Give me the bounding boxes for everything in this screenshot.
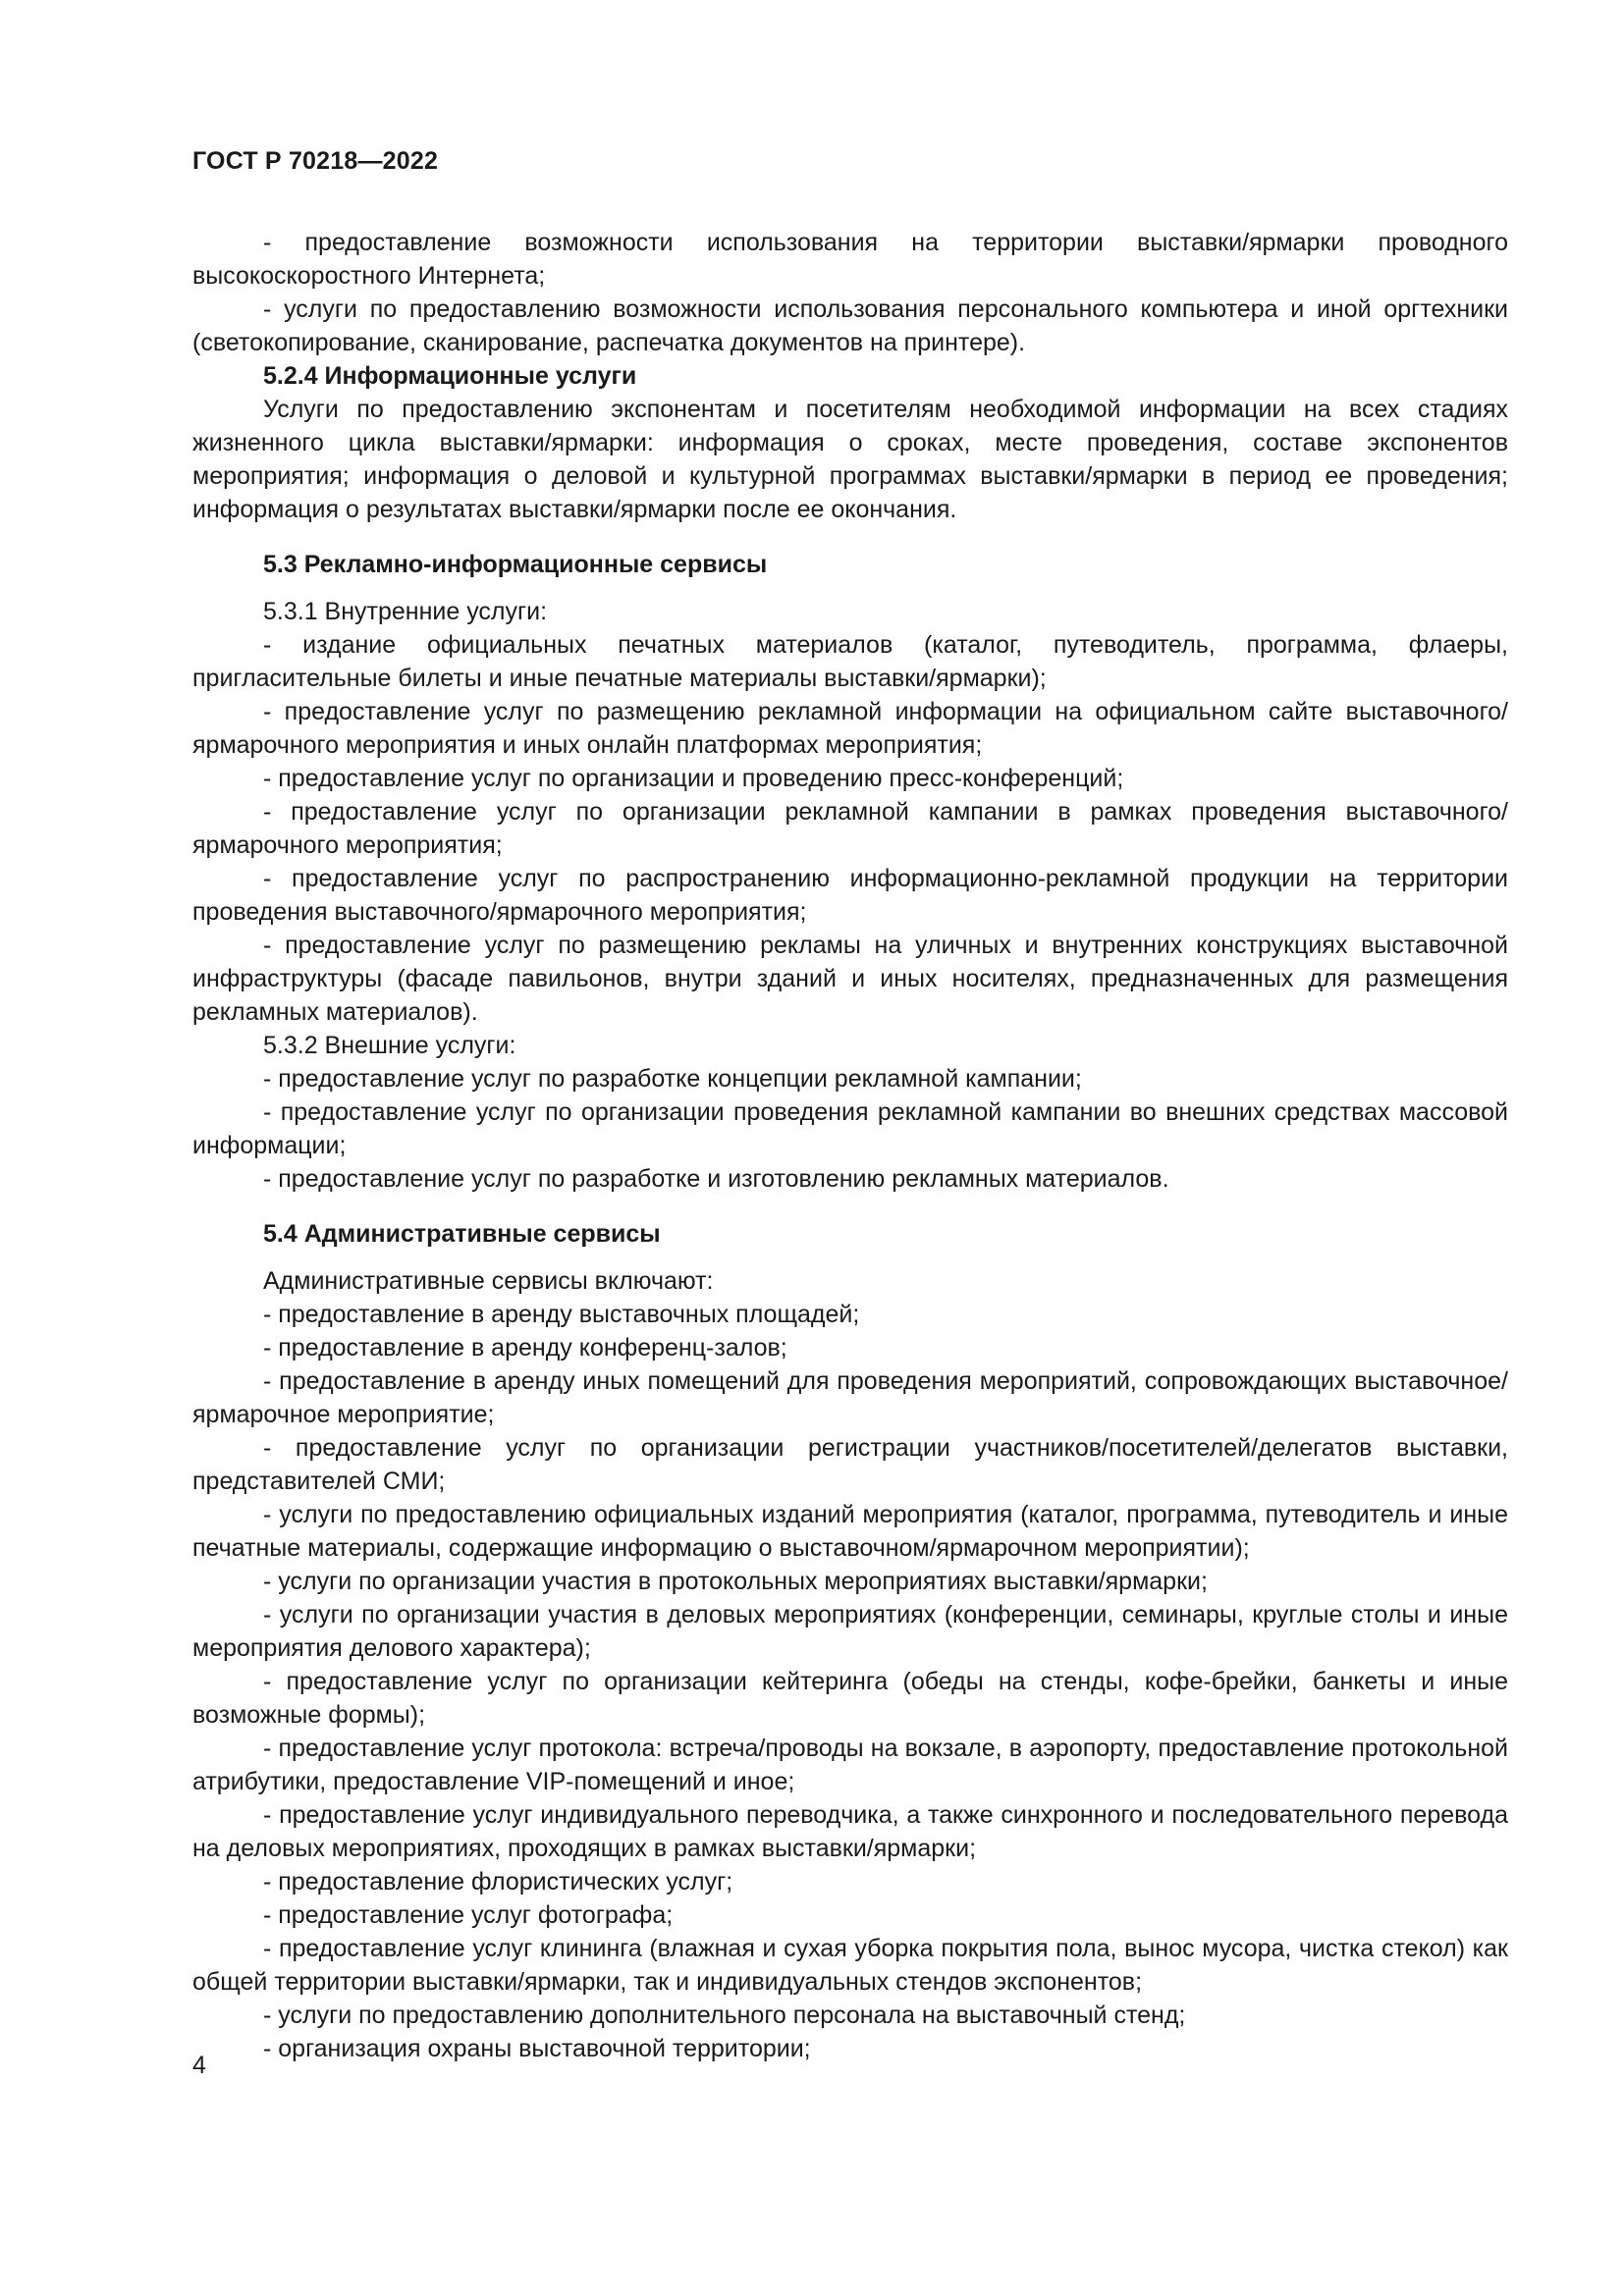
list-item: - издание официальных печатных материалов (каталог, путеводитель, программа, флаеры, пригласительные билеты и иные печатные материалы выставки/ярмарки);: [192, 631, 1508, 692]
list-item: - предоставление услуг по размещению рекламной информации на официальном сайте выставочного/ярмарочного мероприятия и иных онлайн платформах мероприятия;: [192, 698, 1508, 759]
subsection-heading-5-2-4: 5.2.4 Информационные услуги: [263, 362, 637, 390]
list-item: - предоставление услуг протокола: встреча/проводы на вокзале, в аэропорту, предоставление протокольной атрибутики, предоставление VIP-помещений и иное;: [192, 1735, 1508, 1795]
list-item: - предоставление услуг клининга (влажная и сухая уборка покрытия пола, вынос мусора, чистка стекол) как общей территории выставки/ярмарки, так и индивидуальных стендов экспонентов;: [192, 1935, 1508, 1996]
subsection-label-5-3-1: 5.3.1 Внутренние услуги:: [263, 598, 548, 625]
list-item: - услуги по предоставлению официальных изданий мероприятия (каталог, программа, путеводитель и иные печатные материалы, содержащие информацию о выставочном/ярмарочном мероприятии);: [192, 1501, 1508, 1562]
paragraph-5-2-4: Услуги по предоставлению экспонентам и посетителям необходимой информации на всех стадиях жизненного цикла выставки/ярмарки: информация о сроках, месте проведения, составе экспонентов мероприятия; информация о деловой и культурной программах выставки/ярмарки в период ее проведения; информация о результатах выставки/ярмарки после ее окончания.: [192, 396, 1508, 523]
page-number: 4: [192, 2052, 206, 2079]
list-item: - предоставление услуг по организации проведения рекламной кампании во внешних средствах массовой информации;: [192, 1098, 1508, 1159]
list-item: - услуги по организации участия в деловых мероприятиях (конференции, семинары, круглые столы и иные мероприятия делового характера);: [192, 1601, 1508, 1662]
section-intro-5-4: Административные сервисы включают:: [263, 1267, 714, 1295]
list-item: - услуги по предоставлению дополнительного персонала на выставочный стенд;: [263, 2002, 1186, 2029]
list-item: - предоставление в аренду конференц-залов;: [263, 1334, 787, 1362]
section-heading-5-4: 5.4 Административные сервисы: [263, 1220, 661, 1248]
list-item: - услуги по предоставлению возможности использования персонального компьютера и иной оргтехники (светокопирование, сканирование, распечатка документов на принтере).: [192, 295, 1508, 356]
list-item: - услуги по организации участия в протокольных мероприятиях выставки/ярмарки;: [263, 1568, 1208, 1595]
list-item: - предоставление услуг индивидуального переводчика, а также синхронного и последовательного перевода на деловых мероприятиях, проходящих в рамках выставки/ярмарки;: [192, 1801, 1508, 1862]
list-item: - организация охраны выставочной территории;: [263, 2035, 811, 2062]
list-item: - предоставление услуг по разработке концепции рекламной кампании;: [263, 1065, 1082, 1093]
list-item: - предоставление услуг по размещению рекламы на уличных и внутренних конструкциях выставочной инфраструктуры (фасаде павильонов, внутри зданий и иных носителях, предназначенных для размещения рекламных материалов).: [192, 932, 1508, 1026]
document-header-id: ГОСТ Р 70218—2022: [192, 147, 439, 175]
list-item: - предоставление услуг по организации кейтеринга (обеды на стенды, кофе-брейки, банкеты и иные возможные формы);: [192, 1668, 1508, 1729]
document-body: [192, 226, 1508, 2065]
list-item: - предоставление услуг по организации и проведению пресс-конференций;: [263, 765, 1124, 792]
list-item: - предоставление в аренду иных помещений для проведения мероприятий, сопровождающих выставочное/ярмарочное мероприятие;: [192, 1367, 1508, 1428]
list-item: - предоставление услуг по организации рекламной кампании в рамках проведения выставочного/ярмарочного мероприятия;: [192, 798, 1508, 859]
section-heading-5-3: 5.3 Рекламно-информационные сервисы: [263, 551, 768, 578]
list-item: - предоставление возможности использования на территории выставки/ярмарки проводного высокоскоростного Интернета;: [192, 229, 1508, 290]
list-item: - предоставление услуг по распространению информационно-рекламной продукции на территории проведения выставочного/ярмарочного мероприятия;: [192, 865, 1508, 926]
list-item: - предоставление флористических услуг;: [263, 1868, 733, 1896]
list-item: - предоставление услуг по разработке и изготовлению рекламных материалов.: [263, 1165, 1169, 1193]
subsection-label-5-3-2: 5.3.2 Внешние услуги:: [263, 1032, 516, 1059]
list-item: - предоставление услуг фотографа;: [263, 1901, 674, 1929]
list-item: - предоставление в аренду выставочных площадей;: [263, 1301, 860, 1328]
list-item: - предоставление услуг по организации регистрации участников/посетителей/делегатов выставки, представителей СМИ;: [192, 1434, 1508, 1495]
